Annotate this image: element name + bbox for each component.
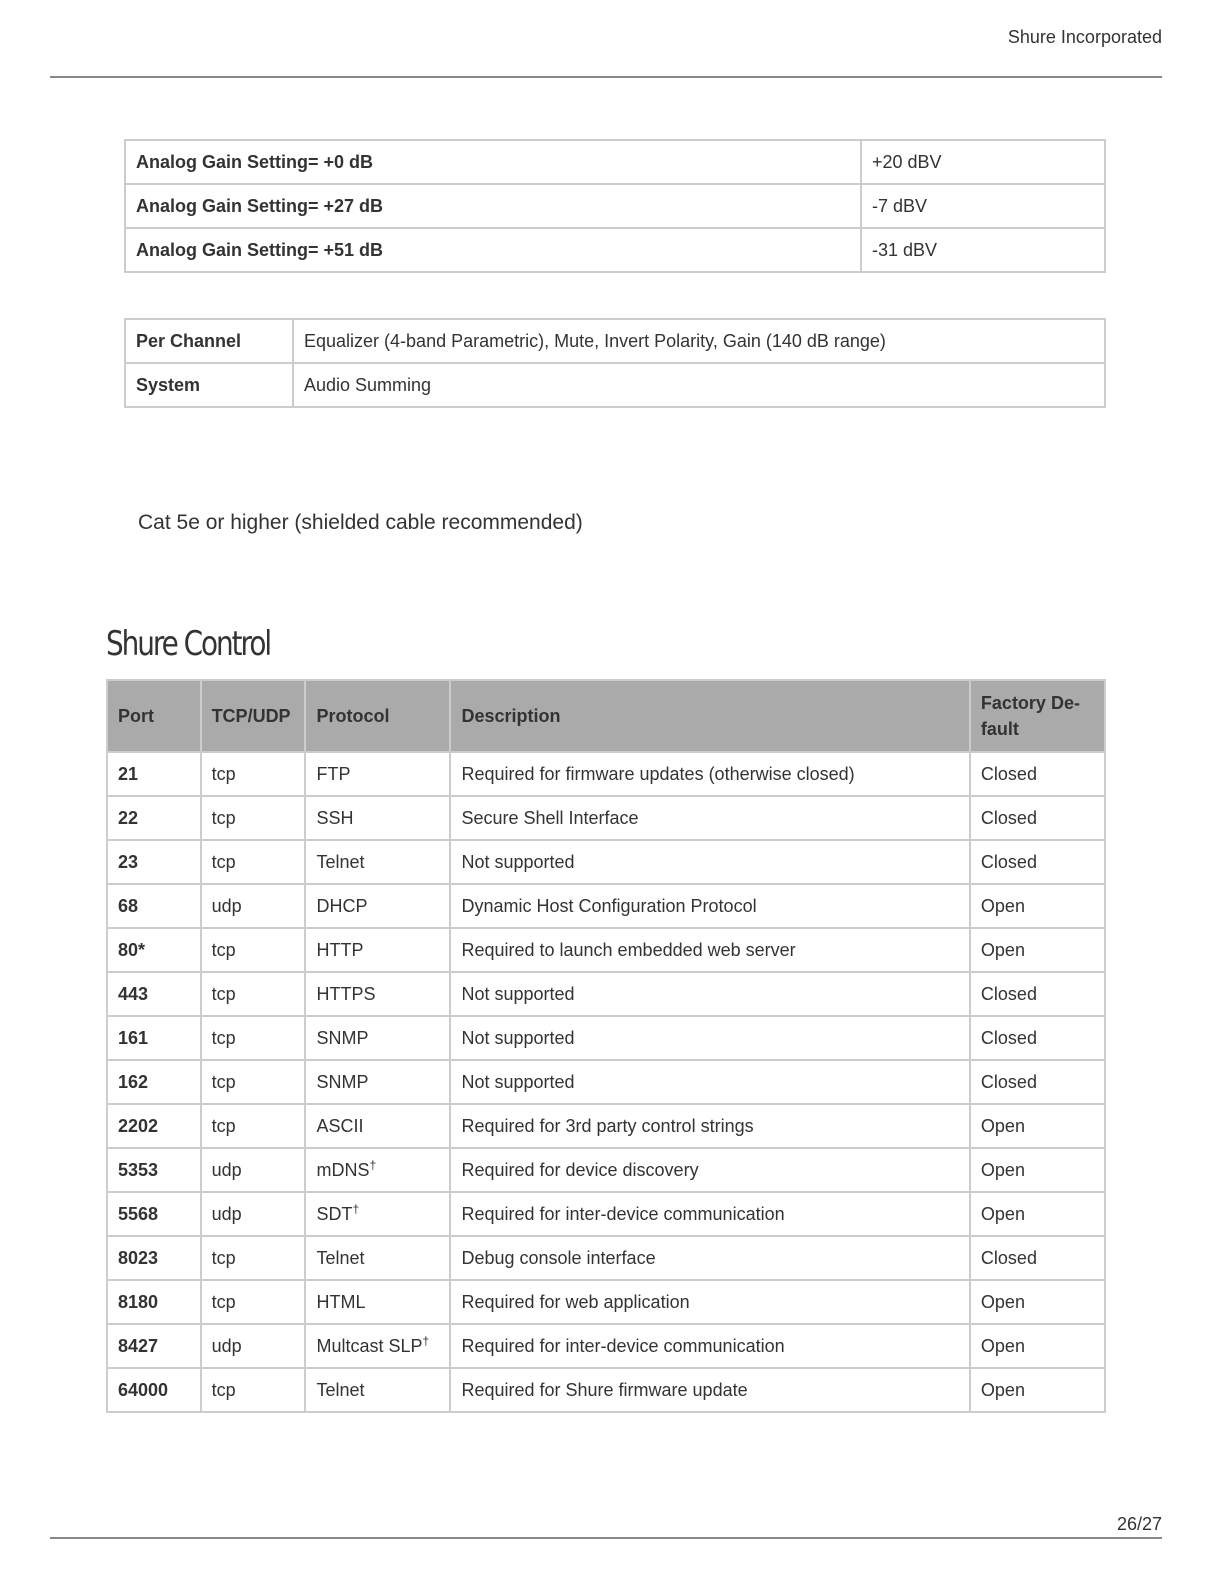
port-factory-default: Closed <box>970 1016 1105 1060</box>
port-number: 8180 <box>107 1280 201 1324</box>
port-description: Secure Shell Interface <box>450 796 969 840</box>
section-title: Shure Control <box>106 624 271 664</box>
port-transport: tcp <box>201 1236 306 1280</box>
port-number: 161 <box>107 1016 201 1060</box>
port-transport: tcp <box>201 796 306 840</box>
gain-table-row <box>125 140 1105 184</box>
port-description: Not supported <box>450 840 969 884</box>
port-number: 8023 <box>107 1236 201 1280</box>
port-factory-default: Closed <box>970 840 1105 884</box>
port-table-row <box>107 752 1105 796</box>
port-description: Required for 3rd party control strings <box>450 1104 969 1148</box>
port-number: 23 <box>107 840 201 884</box>
port-protocol-cell <box>305 1016 450 1060</box>
gain-setting-value: -31 dBV <box>861 228 1105 272</box>
header-port: Port <box>107 680 201 752</box>
port-description: Not supported <box>450 1060 969 1104</box>
port-protocol-cell <box>305 1324 450 1368</box>
gain-setting-value: +20 dBV <box>861 140 1105 184</box>
header-protocol: Protocol <box>305 680 450 752</box>
dsp-label: Per Channel <box>125 319 293 363</box>
gain-setting-label: Analog Gain Setting= +0 dB <box>125 140 861 184</box>
port-table-row <box>107 972 1105 1016</box>
port-factory-default: Open <box>970 1280 1105 1324</box>
port-transport: tcp <box>201 1368 306 1412</box>
cable-text: Cat 5e or higher (shielded cable recommended) <box>138 511 583 534</box>
port-factory-default: Open <box>970 928 1105 972</box>
port-protocol-cell <box>305 796 450 840</box>
dsp-value: Audio Summing <box>293 363 1105 407</box>
port-number: 443 <box>107 972 201 1016</box>
port-protocol: SSH <box>316 807 354 828</box>
port-protocol: HTML <box>316 1291 366 1312</box>
port-protocol-cell <box>305 1060 450 1104</box>
port-table-row <box>107 796 1105 840</box>
port-transport: tcp <box>201 1016 306 1060</box>
dsp-table <box>124 318 1106 408</box>
gain-setting-label: Analog Gain Setting= +27 dB <box>125 184 861 228</box>
port-protocol: SNMP <box>316 1027 369 1048</box>
port-factory-default: Closed <box>970 1236 1105 1280</box>
port-transport: tcp <box>201 1104 306 1148</box>
port-protocol: Telnet <box>316 1379 365 1400</box>
port-table-row <box>107 1324 1105 1368</box>
port-description: Required for inter-device communication <box>450 1192 969 1236</box>
port-table-row <box>107 1192 1105 1236</box>
port-protocol-cell <box>305 1280 450 1324</box>
port-protocol: Telnet <box>316 851 365 872</box>
port-table-row <box>107 1104 1105 1148</box>
port-table-row <box>107 1016 1105 1060</box>
port-transport: tcp <box>201 752 306 796</box>
port-number: 64000 <box>107 1368 201 1412</box>
port-protocol: HTTPS <box>316 983 376 1004</box>
port-transport: udp <box>201 884 306 928</box>
port-protocol: Telnet <box>316 1247 365 1268</box>
header-description: Description <box>450 680 969 752</box>
port-transport: tcp <box>201 972 306 1016</box>
dsp-table-row <box>125 363 1105 407</box>
port-description: Required to launch embedded web server <box>450 928 969 972</box>
port-transport: tcp <box>201 1280 306 1324</box>
header-company: Shure Incorporated <box>1007 27 1162 47</box>
port-description: Required for device discovery <box>450 1148 969 1192</box>
port-transport: udp <box>201 1192 306 1236</box>
footer-rule <box>50 1537 1162 1539</box>
port-factory-default: Closed <box>970 796 1105 840</box>
port-factory-default: Open <box>970 1192 1105 1236</box>
port-number: 5353 <box>107 1148 201 1192</box>
port-factory-default: Closed <box>970 1060 1105 1104</box>
dagger-footnote-mark: † <box>352 1201 360 1216</box>
header-rule <box>50 76 1162 78</box>
port-description: Not supported <box>450 972 969 1016</box>
port-number: 21 <box>107 752 201 796</box>
port-factory-default: Open <box>970 1368 1105 1412</box>
dagger-footnote-mark: † <box>369 1157 377 1172</box>
port-number: 22 <box>107 796 201 840</box>
port-table-row <box>107 1236 1105 1280</box>
port-description: Debug console interface <box>450 1236 969 1280</box>
port-description: Dynamic Host Configuration Protocol <box>450 884 969 928</box>
port-table-row <box>107 1060 1105 1104</box>
port-number: 8427 <box>107 1324 201 1368</box>
port-table-row <box>107 840 1105 884</box>
port-factory-default: Open <box>970 884 1105 928</box>
port-factory-default: Closed <box>970 972 1105 1016</box>
port-factory-default: Closed <box>970 752 1105 796</box>
port-transport: udp <box>201 1148 306 1192</box>
port-table <box>106 679 1106 1413</box>
gain-setting-value: -7 dBV <box>861 184 1105 228</box>
header-tcp-udp: TCP/UDP <box>201 680 306 752</box>
port-number: 2202 <box>107 1104 201 1148</box>
dsp-label: System <box>125 363 293 407</box>
port-table-row <box>107 928 1105 972</box>
dagger-footnote-mark: † <box>422 1333 430 1348</box>
port-transport: tcp <box>201 928 306 972</box>
port-description: Required for inter-device communication <box>450 1324 969 1368</box>
port-table-header-row <box>107 680 1105 752</box>
port-factory-default: Open <box>970 1104 1105 1148</box>
port-protocol-cell <box>305 928 450 972</box>
port-number: 68 <box>107 884 201 928</box>
port-table-row <box>107 1148 1105 1192</box>
page-number: 26/27 <box>1116 1514 1162 1534</box>
port-description: Required for firmware updates (otherwise closed) <box>450 752 969 796</box>
port-table-row <box>107 1368 1105 1412</box>
port-number: 162 <box>107 1060 201 1104</box>
port-protocol-cell <box>305 1148 450 1192</box>
port-protocol: Multcast SLP <box>316 1335 423 1356</box>
port-protocol-cell <box>305 884 450 928</box>
gain-table <box>124 139 1106 273</box>
header-factory-default: Factory De- fault <box>970 680 1105 752</box>
port-protocol-cell <box>305 1104 450 1148</box>
port-table-row <box>107 884 1105 928</box>
port-factory-default: Open <box>970 1148 1105 1192</box>
port-description: Required for Shure firmware update <box>450 1368 969 1412</box>
port-protocol: SNMP <box>316 1071 369 1092</box>
port-protocol-cell <box>305 752 450 796</box>
dsp-table-row <box>125 319 1105 363</box>
port-description: Not supported <box>450 1016 969 1060</box>
port-transport: udp <box>201 1324 306 1368</box>
port-number: 80* <box>107 928 201 972</box>
port-number: 5568 <box>107 1192 201 1236</box>
port-factory-default: Open <box>970 1324 1105 1368</box>
port-protocol: FTP <box>316 763 351 784</box>
port-table-row <box>107 1280 1105 1324</box>
port-protocol: DHCP <box>316 895 368 916</box>
port-protocol: HTTP <box>316 939 364 960</box>
port-protocol: SDT <box>316 1203 353 1224</box>
dsp-value: Equalizer (4-band Parametric), Mute, Invert Polarity, Gain (140 dB range) <box>293 319 1105 363</box>
port-transport: tcp <box>201 840 306 884</box>
port-description: Required for web application <box>450 1280 969 1324</box>
port-protocol-cell <box>305 1192 450 1236</box>
port-protocol-cell <box>305 972 450 1016</box>
port-protocol: mDNS <box>316 1159 370 1180</box>
port-protocol-cell <box>305 1368 450 1412</box>
port-protocol-cell <box>305 840 450 884</box>
gain-table-row <box>125 184 1105 228</box>
port-protocol: ASCII <box>316 1115 364 1136</box>
gain-table-row <box>125 228 1105 272</box>
port-protocol-cell <box>305 1236 450 1280</box>
gain-setting-label: Analog Gain Setting= +51 dB <box>125 228 861 272</box>
port-transport: tcp <box>201 1060 306 1104</box>
